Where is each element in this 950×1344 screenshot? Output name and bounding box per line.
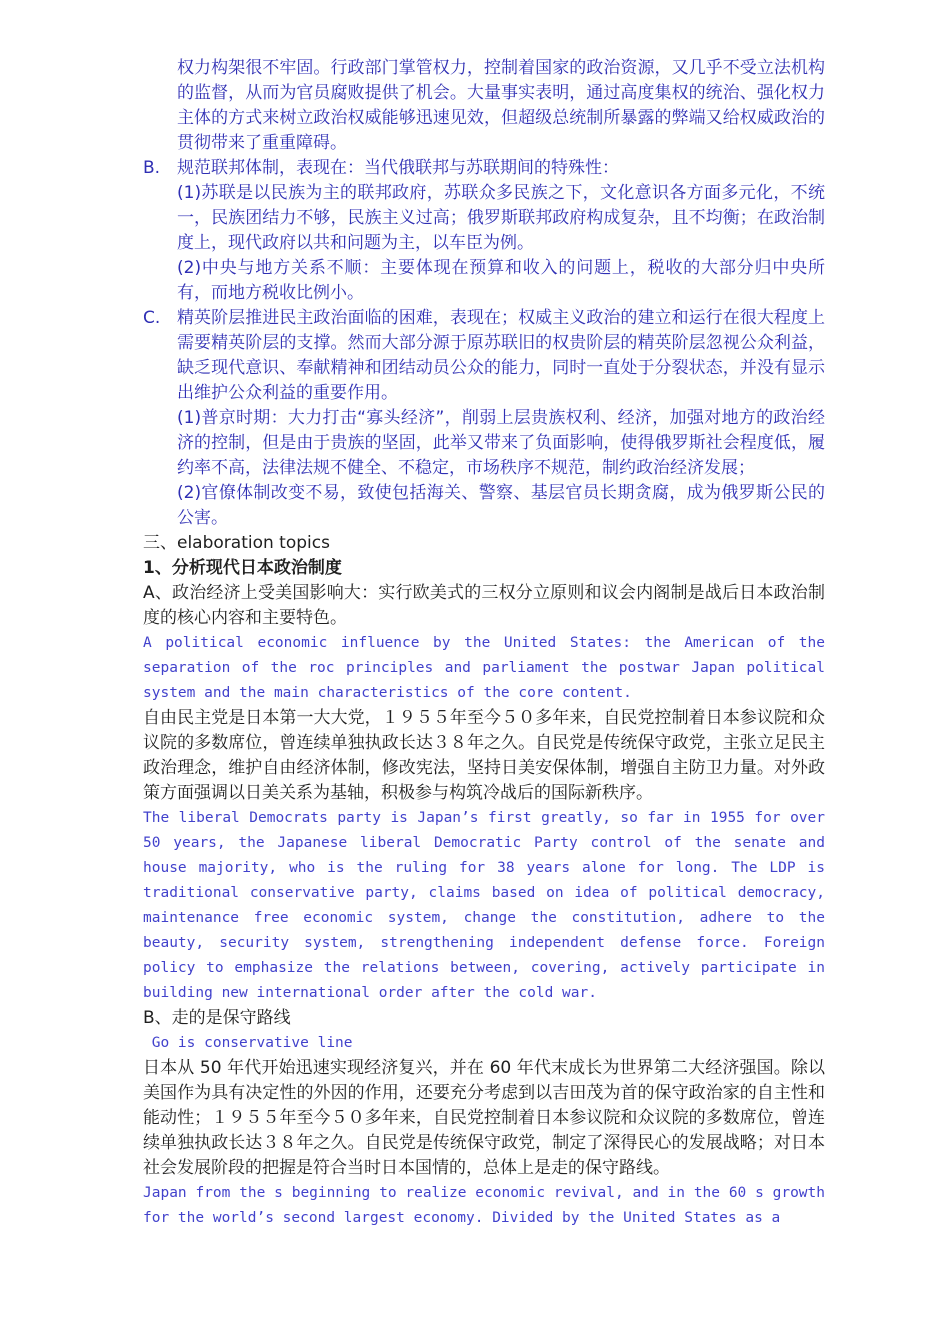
- list-item-label: B.: [143, 158, 161, 178]
- paragraph: A、政治经济上受美国影响大：实行欧美式的三权分立原则和议会内阁制是战后日本政治制度的核心内容和主要特色。: [143, 583, 825, 628]
- paragraph: Japan from the s beginning to realize economic revival, and in the 60 s growth for the world’s second largest economy. Divided by the United States as a: [143, 1185, 834, 1226]
- list-item-text: 规范联邦体制，表现在：当代俄联邦与苏联期间的特殊性：: [177, 158, 619, 178]
- sub-paragraph: (2)中央与地方关系不顺：主要体现在预算和收入的问题上，税收的大部分归中央所有，而地方税收比例小。: [177, 258, 825, 303]
- paragraph: 日本从 50 年代开始迅速实现经济复兴，并在 60 年代末成长为世界第二大经济强国。除以美国作为具有决定性的外因的作用，还要充分考虑到以吉田茂为首的保守政治家的自主性和能动性；１９５５年至今５０多年来，自民党控制着日本参议院和众议院的多数席位，曾连续单独执政长达３８年之久。自民党是传统保守政党，制定了深得民心的发展战略；对日本社会发展阶段的把握是符合当时日本国情的，总体上是走的保守路线。: [143, 1058, 825, 1178]
- paragraph: 自由民主党是日本第一大大党，１９５５年至今５０多年来，自民党控制着日本参议院和众议院的多数席位，曾连续单独执政长达３８年之久。自民党是传统保守政党，主张立足民主政治理念，维护自由经济体制，修改宪法，坚持日美安保体制，增强自主防卫力量。对外政策方面强调以日美关系为基轴，积极参与构筑冷战后的国际新秩序。: [143, 708, 825, 803]
- section-heading: 1、分析现代日本政治制度: [143, 558, 342, 578]
- list-item-text: 精英阶层推进民主政治面临的困难，表现在；权威主义政治的建立和运行在很大程度上需要精英阶层的支撑。然而大部分源于原苏联旧的权贵阶层的精英阶层忽视公众利益，缺乏现代意识、奉献精神和团结动员公众的能力，同时一直处于分裂状态，并没有显示出维护公众利益的重要作用。: [177, 308, 825, 403]
- list-item: [143, 306, 825, 531]
- paragraph: A political economic influence by the United States: the American of the separation of the roc principles and parliament the postwar Japan political system and the main characteristics of the core content.: [143, 635, 834, 701]
- sub-paragraph: (2)官僚体制改变不易，致使包括海关、警察、基层官员长期贪腐，成为俄罗斯公民的公害。: [177, 483, 825, 528]
- sub-paragraph: (1)苏联是以民族为主的联邦政府，苏联众多民族之下，文化意识各方面多元化，不统一，民族团结力不够，民族主义过高；俄罗斯联邦政府构成复杂，且不均衡；在政治制度上，现代政府以共和问题为主，以车臣为例。: [177, 183, 825, 253]
- list-item-label: C.: [143, 308, 161, 328]
- paragraph: B、走的是保守路线: [143, 1008, 291, 1028]
- paragraph: Go is conservative line: [143, 1035, 353, 1051]
- paragraph: The liberal Democrats party is Japan’s first greatly, so far in 1955 for over 50 years, the Japanese liberal Democratic Party control of the senate and house majority, who is the ruling for 38 years alone for long. The LDP is traditional conservative party, claims based on idea of political democracy, maintenance free economic system, change the constitution, adhere to the beauty, security system, strengthening independent defense force. Foreign policy to emphasize the relations between, covering, actively participate in building new international order after the cold war.: [143, 810, 834, 1001]
- list-item: [143, 156, 825, 306]
- list-item-text: 权力构架很不牢固。行政部门掌管权力，控制着国家的政治资源，又几乎不受立法机构的监督，从而为官员腐败提供了机会。大量事实表明，通过高度集权的统治、强化权力主体的方式来树立政治权威能够迅速见效，但超级总统制所暴露的弊端又给权威政治的贯彻带来了重重障碍。: [177, 58, 825, 153]
- list-item-continuation: [143, 56, 825, 156]
- sub-paragraph: (1)普京时期：大力打击“寡头经济”，削弱上层贵族权利、经济，加强对地方的政治经济的控制，但是由于贵族的坚固，此举又带来了负面影响，使得俄罗斯社会程度低，履约率不高，法律法规不健全、不稳定，市场秩序不规范，制约政治经济发展；: [177, 408, 825, 478]
- paragraph: 三、elaboration topics: [143, 533, 330, 553]
